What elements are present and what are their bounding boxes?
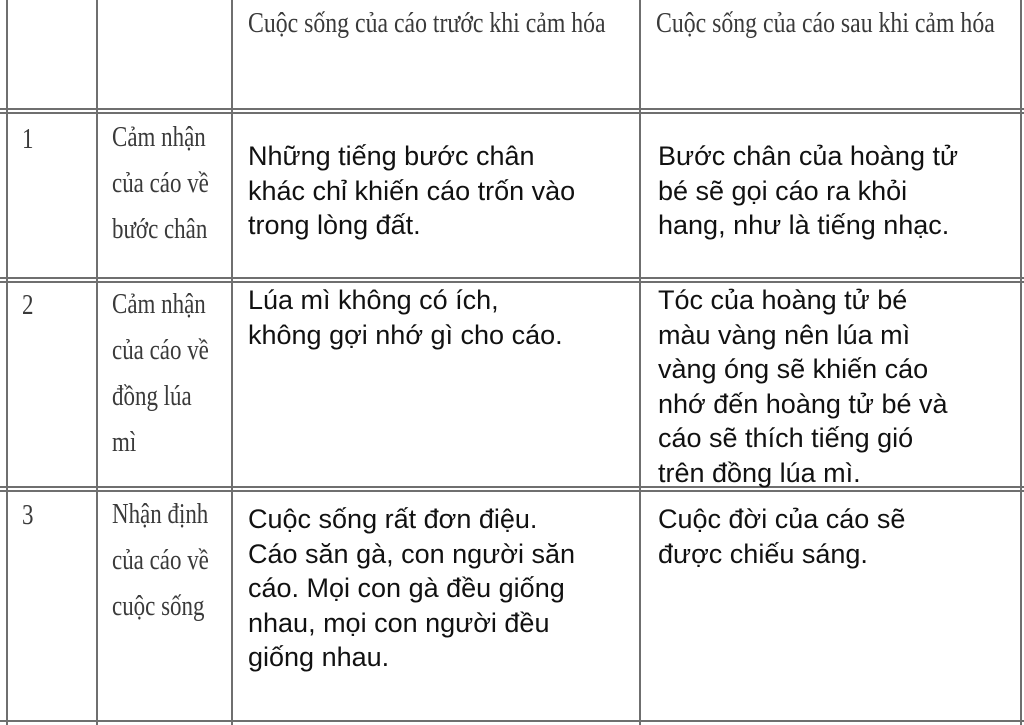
after-cell: [658, 502, 905, 571]
row-label-cell: [112, 492, 209, 630]
cell-text-line: giống nhau.: [248, 642, 390, 672]
cell-text-line: Lúa mì không có ích,: [248, 285, 499, 315]
cell-text-line: Những tiếng bước chân: [248, 141, 535, 171]
row-label-line: mì: [112, 427, 137, 458]
before-cell: [248, 502, 575, 675]
row-number-cell: [22, 501, 33, 531]
cell-text-line: trên đồng lúa mì.: [658, 457, 861, 488]
cell-text-line: Cuộc đời của cáo sẽ: [658, 504, 906, 534]
cell-text-line: hang, như là tiếng nhạc.: [658, 210, 950, 240]
before-cell: [248, 139, 575, 243]
cell-text-line: được chiếu sáng.: [658, 538, 868, 569]
cell-text-line: Cuộc sống rất đơn điệu.: [248, 504, 538, 534]
row-label-line: Nhận định: [112, 499, 209, 530]
row-divider: [0, 112, 1024, 114]
row-divider: [0, 277, 1024, 279]
row-number: 2: [22, 290, 34, 321]
cell-text-line: vàng óng sẽ khiến cáo: [658, 354, 929, 384]
cell-text-line: cáo. Mọi con gà đều giống: [248, 573, 565, 603]
header-before-text: Cuộc sống của cáo trước khi cảm hóa: [248, 7, 606, 39]
row-label-cell: [112, 115, 209, 253]
row-label-cell: [112, 282, 209, 466]
row-label-line: của cáo về: [112, 545, 209, 576]
cell-text-line: cáo sẽ thích tiếng gió: [658, 423, 914, 453]
row-label-line: bước chân: [112, 214, 208, 245]
row-label-line: đồng lúa: [112, 381, 192, 412]
cell-text-line: nhớ đến hoàng tử bé và: [658, 388, 948, 419]
header-after-text: Cuộc sống của cáo sau khi cảm hóa: [656, 7, 995, 39]
cell-text-line: màu vàng nên lúa mì: [658, 319, 911, 350]
cell-text-line: khác chỉ khiến cáo trốn vào: [248, 175, 576, 206]
cell-text-line: nhau, mọi con người đều: [248, 607, 550, 638]
row-number: 3: [22, 500, 34, 531]
row-number-cell: [22, 125, 33, 155]
row-number: 1: [22, 124, 34, 155]
row-label-line: cuộc sống: [112, 591, 205, 622]
row-label-line: của cáo về: [112, 168, 209, 199]
row-number-cell: [22, 291, 33, 321]
cell-text-line: Cáo săn gà, con người săn: [248, 538, 575, 569]
row-label-line: Cảm nhận: [112, 289, 206, 320]
before-cell: [248, 283, 563, 352]
table-border-bottom: [0, 720, 1024, 722]
after-cell: [658, 139, 958, 243]
cell-text-line: Bước chân của hoàng tử: [658, 141, 959, 171]
row-label-line: Cảm nhận: [112, 122, 206, 153]
cell-text-line: Tóc của hoàng tử bé: [658, 285, 908, 315]
cell-text-line: bé sẽ gọi cáo ra khỏi: [658, 175, 908, 206]
header-after-cell: [656, 8, 995, 38]
cell-text-line: không gợi nhớ gì cho cáo.: [248, 319, 563, 350]
row-label-line: của cáo về: [112, 335, 209, 366]
cell-text-line: trong lòng đất.: [248, 210, 421, 240]
row-divider: [0, 108, 1024, 110]
header-before-cell: [248, 8, 606, 38]
after-cell: [658, 283, 948, 490]
